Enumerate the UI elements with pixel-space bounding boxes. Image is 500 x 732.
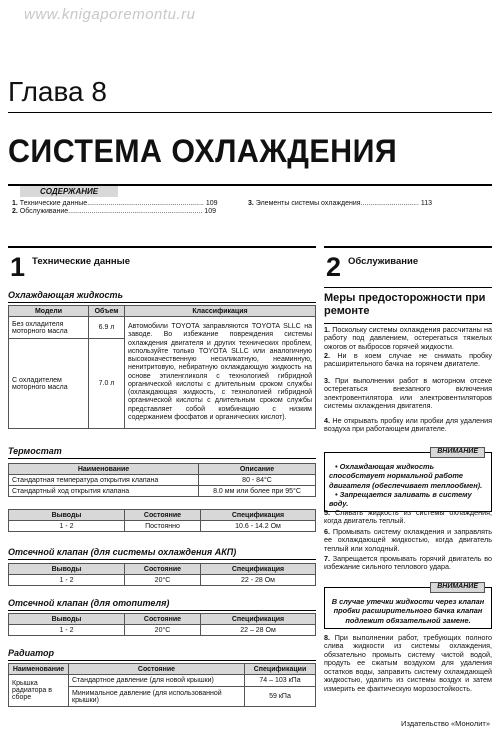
subsection-rule (8, 610, 316, 611)
warning-box (324, 448, 492, 512)
table-cell: 6.9 л (89, 317, 125, 339)
section-rule (8, 246, 316, 248)
subsection-rule (8, 458, 316, 459)
toc-item[interactable] (12, 208, 216, 215)
table-cell: 1 - 2 (9, 521, 125, 532)
table-cell: 22 - 28 Ом (201, 575, 316, 586)
paragraph: 4. Не открывать пробку или пробки для удаления воздуха при работающем двигателе. (324, 416, 493, 434)
toc-leader: .............................. (360, 200, 419, 207)
warning-text: В случае утечки жидкости через клапан пробки расширительного бачка клапан подлежит обязательной замене. (331, 597, 485, 625)
table-row (9, 317, 316, 339)
radiator-table (8, 663, 316, 707)
table-header: Спецификация (201, 614, 316, 625)
table-header: Классификация (125, 306, 316, 317)
table-cell: 8.0 мм или более при 95°C (199, 486, 316, 497)
table-header: Наименование (9, 464, 199, 475)
subsection-heading: Радиатор (8, 648, 54, 658)
table-cell: 59 кПа (245, 687, 316, 707)
paragraph: 8. При выполнении работ, требующих полного слива жидкости из системы охлаждения, обязательно промыть систему чистой водой, продуть ее сжатым воздухом для удаления остатков воды, заправить систему охлаждающей жидкостью, удалить из системы воздух и затем измерить ее фактическую морозостойкость. (324, 633, 492, 693)
coolant-table (8, 305, 316, 429)
toc-leader: ..................................................................... (68, 208, 203, 215)
subsection-heading: Отсечной клапан (для отопителя) (8, 598, 170, 608)
cutoff-heater-table (8, 613, 316, 636)
cutoff-akp-table (8, 563, 316, 586)
warning-text: • Охлаждающая жидкость способствует нормальной работе двигателя (обеспечивает теплообмен). (329, 462, 483, 490)
subsection-rule (8, 559, 316, 560)
table-header: Наименование (9, 664, 69, 675)
table-of-contents (8, 184, 492, 220)
table-header: Выводы (9, 564, 125, 575)
table-cell: 1 - 2 (9, 575, 125, 586)
table-cell: Стандартная температура открытия клапана (9, 475, 199, 486)
subsection-heading: Охлаждающая жидкость (8, 290, 123, 300)
table-cell: 10.6 - 14.2 Ом (201, 521, 316, 532)
table-row (9, 486, 316, 497)
table-header: Состояние (125, 614, 201, 625)
toc-item-number: 3. (248, 200, 254, 207)
toc-item-text: Технические данные (19, 200, 88, 207)
subsection-rule (8, 660, 316, 661)
paragraph: 6. Промывать систему охлаждения и заправлять ее охлаждающей жидкостью, когда двигатель теплый или холодный. (324, 527, 493, 553)
toc-item-text: Обслуживание (19, 208, 69, 215)
paragraph: 2. Ни в коем случае не снимать пробку расширительного бачка на горячем двигателе. (324, 351, 492, 369)
chapter-label: Глава 8 (8, 76, 107, 107)
table-cell: Постоянно (125, 521, 201, 532)
table-row (9, 675, 316, 687)
table-row (9, 575, 316, 586)
paragraph: 5. Сливать жидкость из системы охлаждения, когда двигатель теплый. (324, 508, 493, 526)
table-header: Состояние (125, 510, 201, 521)
table-row (9, 521, 316, 532)
table-cell: Без охладителя моторного масла (9, 317, 89, 339)
table-header: Состояние (125, 564, 201, 575)
table-header: Состояние (69, 664, 245, 675)
table-cell: Крышка радиатора в сборе (9, 675, 69, 707)
table-cell: Стандартный ход открытия клапана (9, 486, 199, 497)
table-cell: Автомобили TOYOTA заправляются TOYOTA SLLC на заводе. Во избежание повреждения системы охлаждения двигателя и других технических проблем, используйте только TOYOTA SLLC или аналогичную высококачественную несиликатную, неаминную, ненитритовую, небиратную охлаждающую жидкость на основе этиленгликоля с технологией гибридной органической кислоты с длительным сроком службы (охлаждающая жидкость, с технологией гибридной органической кислоты с длительным сроком службы представляет собой комбинацию с низким содержанием фосфатов и органических кислот). (125, 317, 316, 429)
toc-item[interactable] (12, 200, 218, 207)
toc-item-number: 2. (12, 208, 18, 215)
table-header: Выводы (9, 614, 125, 625)
paragraph: 1. Поскольку системы охлаждения рассчитаны на работу под давлением, остерегаться тяжелых ожогов от выбросов горячей жидкости. (324, 325, 492, 351)
section-number: 2 (326, 252, 342, 282)
section-rule (324, 246, 492, 248)
table-cell: 80 - 84°C (199, 475, 316, 486)
table-row (9, 475, 316, 486)
warning-text: • Запрещается заливать в систему воду. (329, 489, 472, 508)
toc-item-page: 109 (204, 208, 216, 215)
subsection-heading: Термостат (8, 446, 62, 456)
table-cell: 22 – 28 Ом (201, 625, 316, 636)
toc-item-page: 113 (420, 200, 433, 207)
table-cell: 7.0 л (89, 339, 125, 429)
thermostat-resistance-table (8, 509, 316, 532)
watermark: www.knigaporemontu.ru (24, 6, 196, 23)
section-number: 1 (10, 252, 26, 282)
page-title: СИСТЕМА ОХЛАЖДЕНИЯ (8, 133, 398, 169)
table-header: Объем (89, 306, 125, 317)
subsection-title: Меры предосторожности при ремонте (324, 292, 486, 318)
table-header: Выводы (9, 510, 125, 521)
toc-item[interactable] (248, 200, 432, 207)
publisher-footer: Издательство «Монолит» (401, 719, 490, 728)
paragraph: 3. При выполнении работ в моторном отсеке остерегаться внезапного включения электровентилятора или электровентиляторов системы охлаждения двигателя. (324, 376, 493, 411)
table-header: Модели (9, 306, 89, 317)
warning-label: ВНИМАНИЕ (430, 447, 485, 458)
table-cell: С охладителем моторного масла (9, 339, 89, 429)
table-cell: 20°C (125, 575, 201, 586)
table-cell: 20°C (125, 625, 201, 636)
subsection-rule (8, 302, 316, 303)
table-header: Спецификации (245, 664, 316, 675)
table-header: Описание (199, 464, 316, 475)
warning-box (324, 583, 492, 629)
toc-item-number: 1. (12, 200, 18, 207)
toc-item-text: Элементы системы охлаждения (255, 200, 361, 207)
table-cell: 74 – 103 кПа (245, 675, 316, 687)
subsection-rule (324, 287, 492, 288)
section-title: Обслуживание (348, 256, 419, 267)
section-title: Технические данные (32, 256, 131, 267)
table-row (9, 625, 316, 636)
subsection-heading: Отсечной клапан (для системы охлаждения АКП) (8, 547, 237, 557)
table-cell: Стандартное давление (для новой крышки) (69, 675, 245, 687)
table-cell: Минимальное давление (для использованной крышки) (69, 687, 245, 707)
subsection-rule (324, 323, 492, 324)
table-cell: 1 - 2 (9, 625, 125, 636)
toc-item-page: 109 (205, 200, 218, 207)
paragraph: 7. Запрещается промывать горячий двигатель во избежание сильного теплового удара. (324, 554, 493, 572)
header-rule (8, 112, 492, 113)
table-header: Спецификация (201, 564, 316, 575)
toc-heading: СОДЕРЖАНИЕ (20, 186, 118, 197)
table-header: Спецификация (201, 510, 316, 521)
warning-label: ВНИМАНИЕ (430, 582, 485, 593)
thermostat-table (8, 463, 316, 497)
toc-leader: ............................................................ (87, 200, 204, 207)
